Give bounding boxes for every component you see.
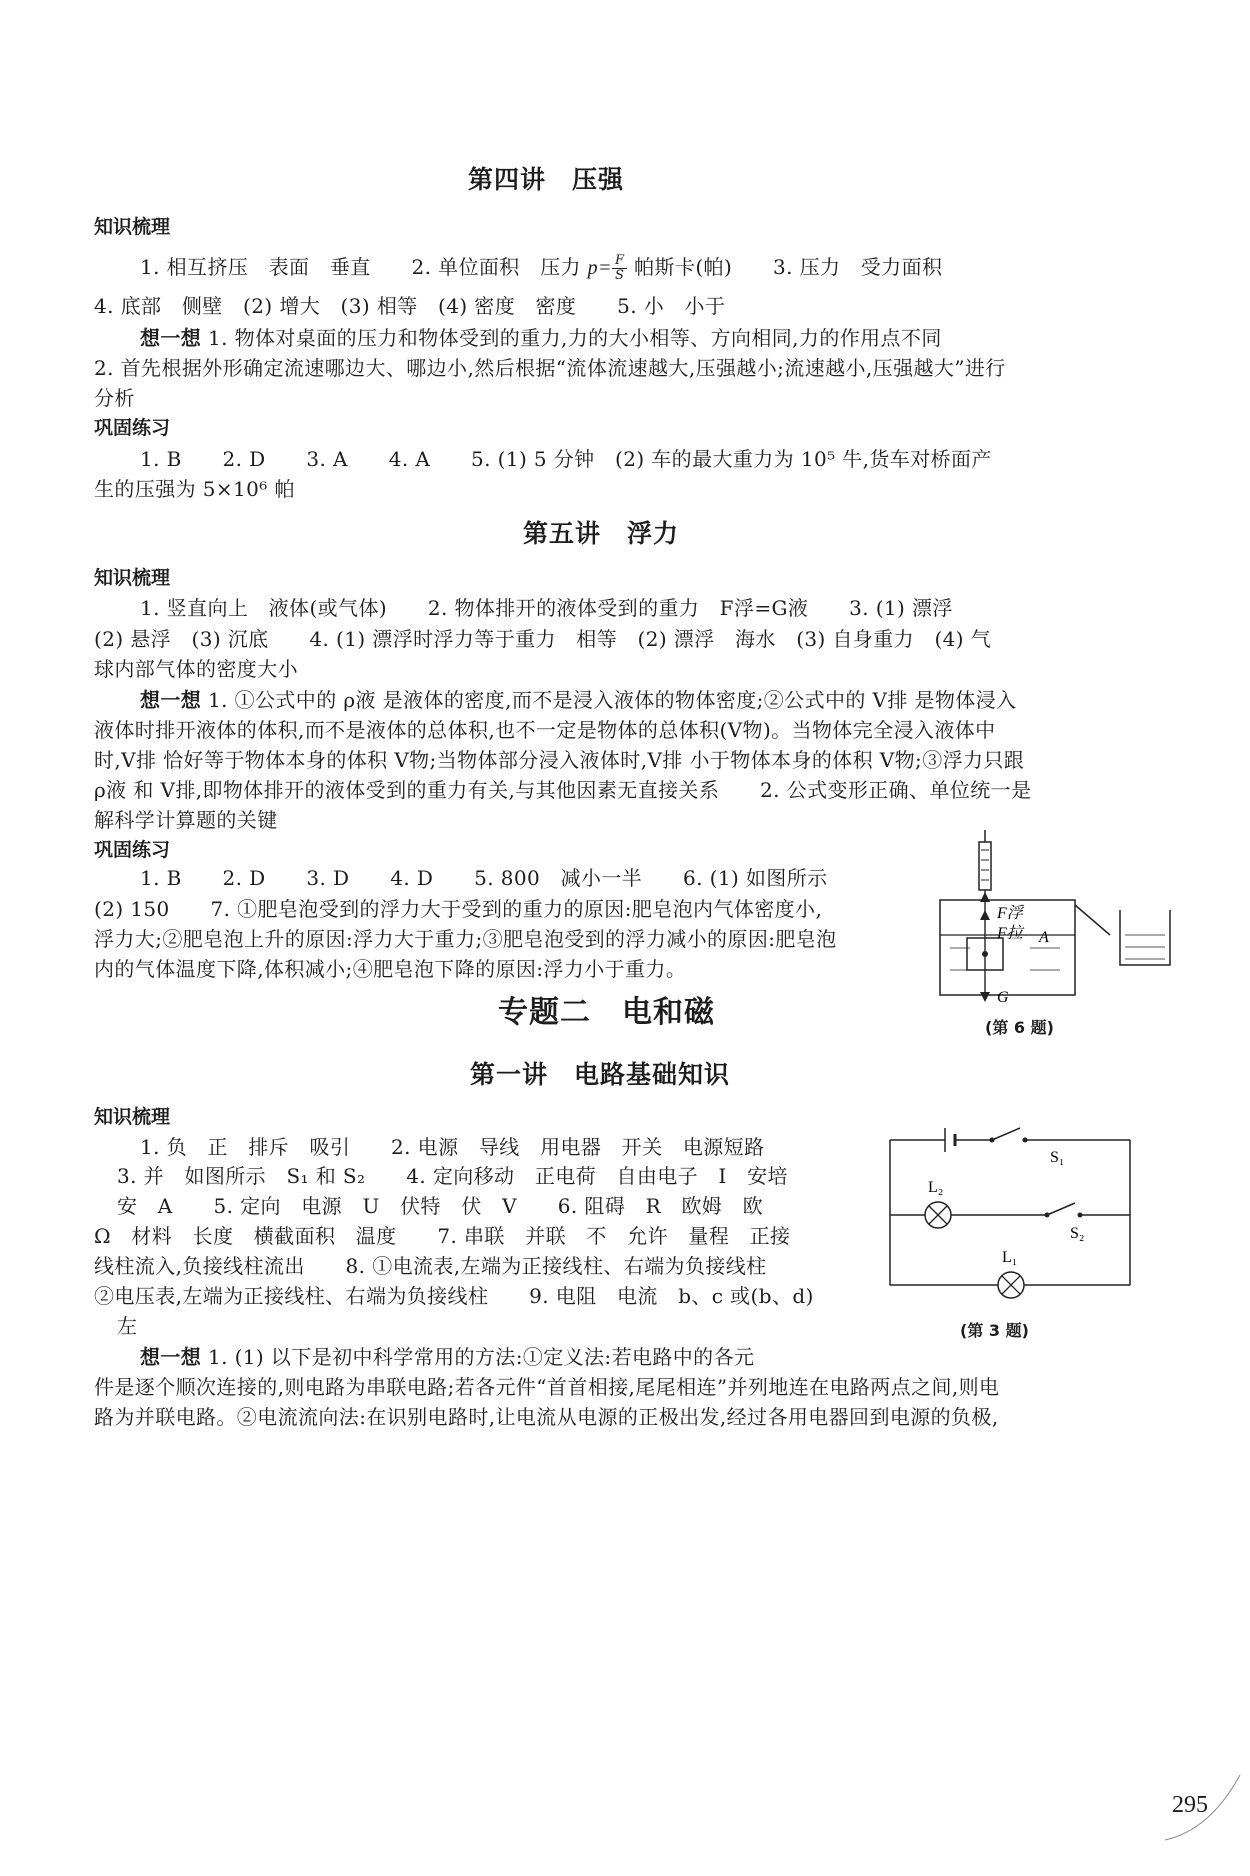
figure-6-caption: (第 6 题) <box>985 1018 1054 1037</box>
object-a-label: A <box>1039 929 1049 946</box>
switch-s2 <box>1047 1203 1075 1215</box>
lecture4-k1-text: 1. 相互挤压 表面 垂直 2. 单位面积 压力 <box>140 255 581 279</box>
think-label: 想一想 <box>140 688 202 712</box>
circuit-diagram <box>880 1120 1140 1305</box>
lecture5-think-line-4: ρ液 和 V排,即物体排开的液体受到的重力有关,与其他因素无直接关系 2. 公式变形正确、单位统一是 <box>94 778 1032 802</box>
topic2-knowledge-line-1: 1. 负 正 排斥 吸引 2. 电源 导线 用电器 开关 电源短路 <box>140 1135 765 1159</box>
lecture5-practice-line-2: (2) 150 7. ①肥皂泡受到的浮力大于受到的重力的原因:肥皂泡内气体密度小, <box>94 897 823 921</box>
topic2-knowledge-line-7: 左 <box>117 1314 138 1338</box>
formula-denominator: S <box>615 268 625 283</box>
lamp-l1-label: L₁ <box>1002 1249 1018 1266</box>
lecture4-practice-heading: 巩固练习 <box>94 417 171 439</box>
formula-lhs: p= <box>587 257 612 279</box>
page-number: 295 <box>1172 1792 1208 1818</box>
lecture5-knowledge-line-1: 1. 竖直向上 液体(或气体) 2. 物体排开的液体受到的重力 F浮=G液 3. (1) 漂浮 <box>140 596 953 620</box>
think-text: 1. ①公式中的 ρ液 是液体的密度,而不是浸入液体的物体密度;②公式中的 V排 是物体浸入 <box>207 688 1017 712</box>
lecture5-think-line-5: 解科学计算题的关键 <box>94 808 278 832</box>
lecture4-think-line-1 <box>140 322 942 351</box>
buoyancy-experiment-figure <box>935 830 1115 1005</box>
formula-fraction <box>612 254 627 283</box>
topic2-think-line-2: 件是逐个顺次连接的,则电路为串联电路;若各元件“首首相接,尾尾相连”并列地连在电路两点之间,则电 <box>94 1375 1000 1399</box>
lecture4-practice-line-2: 生的压强为 5×10⁶ 帕 <box>94 477 295 501</box>
lecture4-practice-line-1: 1. B 2. D 3. A 4. A 5. (1) 5 分钟 (2) 车的最大重力为 10⁵ 牛,货车对桥面产 <box>140 447 992 471</box>
lecture5-think-line-2: 液体时排开液体的体积,而不是液体的总体积,也不一定是物体的总体积(V物)。当物体完全浸入液体中 <box>94 718 996 742</box>
buoyant-force-arrow <box>980 892 990 902</box>
lecture5-think-line-3: 时,V排 恰好等于物体本身的体积 V物;当物体部分浸入液体时,V排 小于物体本身的体积 V物;③浮力只跟 <box>94 748 1025 772</box>
topic2-lecture1-title: 第一讲 电路基础知识 <box>470 1060 731 1089</box>
buoyant-force-label: F浮 <box>997 905 1023 922</box>
switch-s1 <box>992 1128 1020 1140</box>
topic2-knowledge-line-5: 线柱流入,负接线柱流出 8. ①电流表,左端为正接线柱、右端为负接线柱 <box>94 1254 767 1278</box>
lecture4-knowledge-line-1 <box>140 251 942 283</box>
switch-s2-label: S₂ <box>1070 1225 1085 1242</box>
lamp-l2-label: L₂ <box>928 1179 944 1196</box>
topic2-knowledge-heading: 知识梳理 <box>94 1106 171 1128</box>
think-label: 想一想 <box>140 1345 202 1369</box>
lecture5-practice-line-4: 内的气体温度下降,体积减小;④肥皂泡下降的原因:浮力小于重力。 <box>94 957 687 981</box>
think-label: 想一想 <box>140 326 202 350</box>
lecture4-think-line-3: 分析 <box>94 386 135 410</box>
lecture5-title: 第五讲 浮力 <box>523 519 680 548</box>
topic2-title: 专题二 电和磁 <box>498 995 715 1030</box>
spring-scale <box>979 842 991 890</box>
gravity-arrow <box>980 992 990 1002</box>
lecture5-knowledge-line-3: 球内部气体的密度大小 <box>94 657 298 681</box>
lecture5-practice-line-1: 1. B 2. D 3. D 4. D 5. 800 减小一半 6. (1) 如图所示 <box>140 866 828 890</box>
lecture5-knowledge-line-2: (2) 悬浮 (3) 沉底 4. (1) 漂浮时浮力等于重力 相等 (2) 漂浮 海水 (3) 自身重力 (4) 气 <box>94 627 992 651</box>
lecture4-k1b-text: 帕斯卡(帕) 3. 压力 受力面积 <box>634 255 943 279</box>
topic2-think-line-1 <box>140 1341 754 1370</box>
pull-force-label: F拉 <box>997 925 1023 942</box>
page-number-swash-icon <box>1160 1770 1250 1850</box>
think-text: 1. (1) 以下是初中科学常用的方法:①定义法:若电路中的各元 <box>207 1345 755 1369</box>
lecture4-knowledge-line-2: 4. 底部 侧壁 (2) 增大 (3) 相等 (4) 密度 密度 5. 小 小于 <box>94 294 726 318</box>
lecture4-knowledge-heading: 知识梳理 <box>94 216 171 238</box>
lecture5-knowledge-heading: 知识梳理 <box>94 567 171 589</box>
think-text: 1. 物体对桌面的压力和物体受到的重力,力的大小相等、方向相同,力的作用点不同 <box>207 326 942 350</box>
lecture5-practice-line-3: 浮力大;②肥皂泡上升的原因:浮力大于重力;③肥皂泡受到的浮力减小的原因:肥皂泡 <box>94 927 837 951</box>
beaker-icon <box>1115 905 1175 970</box>
formula-numerator: F <box>612 254 627 269</box>
figure-3-caption: (第 3 题) <box>960 1321 1029 1340</box>
topic2-knowledge-line-6: ②电压表,左端为正接线柱、右端为负接线柱 9. 电阻 电流 b、c 或(b、d) <box>94 1284 814 1308</box>
topic2-knowledge-line-4: Ω 材料 长度 横截面积 温度 7. 串联 并联 不 允许 量程 正接 <box>94 1224 791 1248</box>
lecture4-think-line-2: 2. 首先根据外形确定流速哪边大、哪边小,然后根据“流体流速越大,压强越小;流速越小,压强越大”进行 <box>94 356 1006 380</box>
lecture5-practice-heading: 巩固练习 <box>94 839 171 861</box>
switch-s1-label: S₁ <box>1050 1149 1065 1166</box>
lecture5-think-line-1 <box>140 684 1017 713</box>
lecture4-title: 第四讲 压强 <box>468 165 625 194</box>
topic2-knowledge-line-2: 3. 并 如图所示 S₁ 和 S₂ 4. 定向移动 正电荷 自由电子 I 安培 <box>117 1164 788 1188</box>
topic2-think-line-3: 路为并联电路。②电流流向法:在识别电路时,让电流从电源的正极出发,经过各用电器回到电源的负极, <box>94 1405 999 1429</box>
topic2-knowledge-line-3: 安 A 5. 定向 电源 U 伏特 伏 V 6. 阻碍 R 欧姆 欧 <box>117 1194 764 1218</box>
gravity-label: G <box>997 989 1009 1005</box>
pull-force-arrow <box>980 910 990 920</box>
